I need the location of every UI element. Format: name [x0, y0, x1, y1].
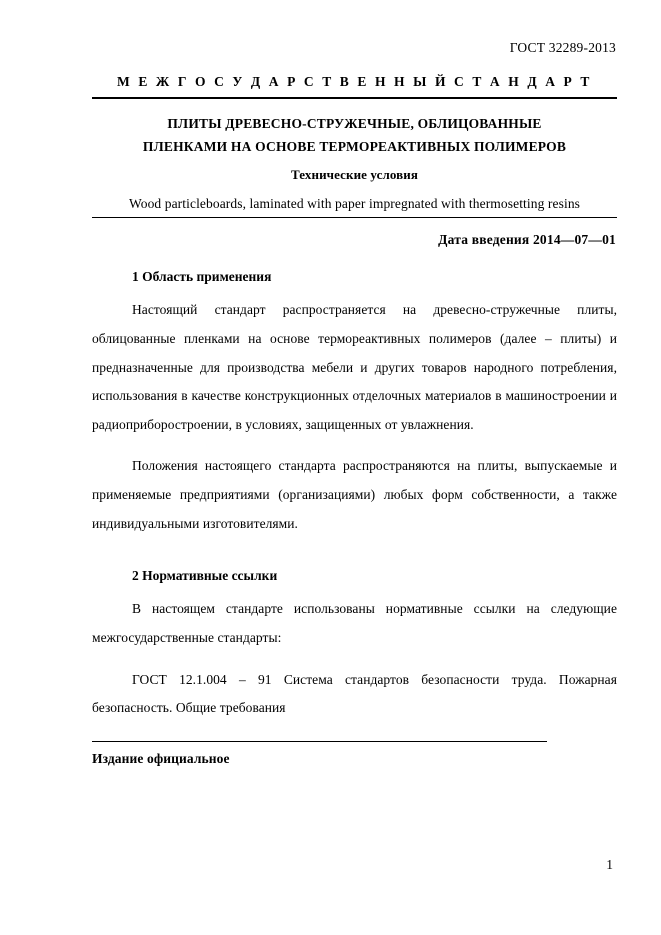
document-title-line-2: ПЛЕНКАМИ НА ОСНОВЕ ТЕРМОРЕАКТИВНЫХ ПОЛИМЕРОВ — [142, 139, 567, 155]
divider-under-english-title — [92, 217, 617, 218]
section-1-paragraph-2: Положения настоящего стандарта распространяются на плиты, выпускаемые и применяемые предприятиями (организациями) любых форм собственности, а также индивидуальными изготовителями. — [92, 458, 617, 531]
english-title: Wood particleboards, laminated with paper impregnated with thermosetting resins — [128, 196, 581, 212]
section-2-heading: 2 Нормативные ссылки — [132, 568, 278, 584]
page-number: 1 — [606, 857, 613, 872]
introduction-date: Дата введения 2014—07—01 — [438, 232, 616, 248]
divider-footer — [92, 741, 547, 742]
section-1-paragraph-1: Настоящий стандарт распространяется на древесно-стружечные плиты, облицованные пленками на основе термореактивных полимеров (далее – плиты) и предназначенные для производства мебели и других товаров народного потребления, использования в качестве конструкционных отделочных материалов в машиностроении и радиоприборостроении, в условиях, защищенных от увлажнения. — [92, 302, 617, 432]
section-2-paragraph-1: В настоящем стандарте использованы нормативные ссылки на следующие межгосударственные стандарты: — [92, 601, 617, 645]
official-edition-note: Издание официальное — [92, 750, 230, 766]
section-1-heading: 1 Область применения — [132, 269, 272, 285]
section-2-reference-gost: ГОСТ 12.1.004 – 91 Система стандартов безопасности труда. Пожарная безопасность. Общие требования — [92, 671, 617, 716]
standard-type-heading: М Е Ж Г О С У Д А Р С Т В Е Н Н Ы Й С Т А Н Д А Р Т — [117, 74, 592, 89]
document-title-line-1: ПЛИТЫ ДРЕВЕСНО-СТРУЖЕЧНЫЕ, ОБЛИЦОВАННЫЕ — [167, 116, 542, 131]
title-block — [92, 112, 617, 183]
divider-top — [92, 97, 617, 99]
document-code: ГОСТ 32289-2013 — [509, 40, 616, 55]
document-subtitle: Технические условия — [291, 167, 418, 183]
